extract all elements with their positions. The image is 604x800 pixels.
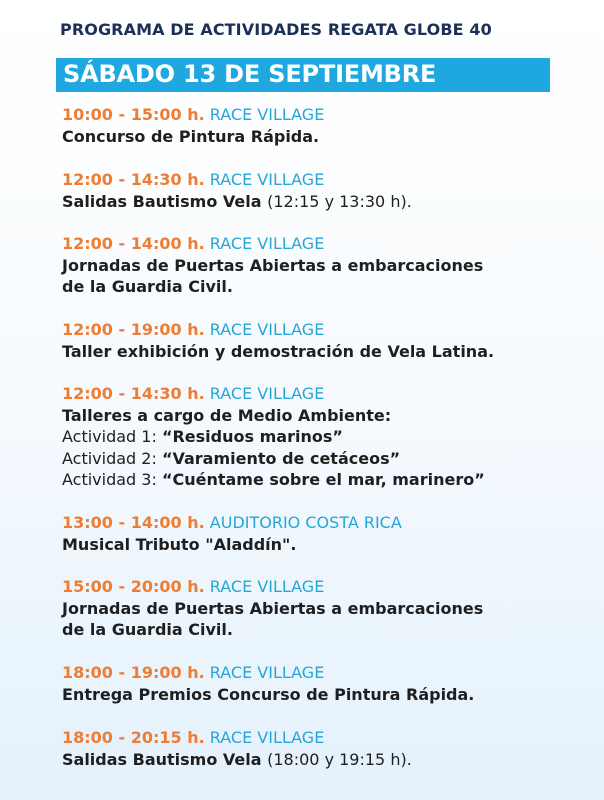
- activity-label: Actividad 2:: [62, 448, 157, 468]
- event-time: 10:00 - 15:00 h.: [62, 105, 205, 124]
- activity-name: “Residuos marinos”: [161, 427, 343, 446]
- event-place: RACE VILLAGE: [209, 663, 325, 682]
- event-item: [62, 727, 412, 770]
- event-header: [62, 383, 485, 405]
- event-place: RACE VILLAGE: [209, 234, 325, 253]
- event-time: 12:00 - 14:30 h.: [62, 384, 205, 403]
- event-description: Concurso de Pintura Rápida.: [62, 126, 320, 146]
- event-header: [62, 233, 483, 255]
- page-title: PROGRAMA DE ACTIVIDADES REGATA GLOBE 40: [60, 20, 492, 39]
- event-place: RACE VILLAGE: [209, 105, 325, 124]
- event-item: [62, 169, 412, 212]
- event-time: 12:00 - 19:00 h.: [62, 320, 205, 339]
- event-header: [62, 512, 402, 534]
- event-description: de la Guardia Civil.: [62, 620, 233, 639]
- event-time: 18:00 - 19:00 h.: [62, 663, 205, 682]
- event-note: (12:15 y 13:30 h).: [267, 191, 412, 211]
- event-header: [62, 104, 324, 126]
- activity-line: [62, 469, 485, 491]
- event-time: 12:00 - 14:30 h.: [62, 170, 205, 189]
- event-description: Taller exhibición y demostración de Vela Latina.: [62, 341, 495, 361]
- event-description: de la Guardia Civil.: [62, 277, 233, 296]
- event-place: RACE VILLAGE: [209, 577, 325, 596]
- event-time: 13:00 - 14:00 h.: [62, 513, 205, 532]
- activity-label: Actividad 1:: [62, 427, 157, 446]
- event-time: 18:00 - 20:15 h.: [62, 728, 205, 747]
- event-item: [62, 576, 483, 641]
- activity-line: [62, 448, 485, 470]
- event-place: RACE VILLAGE: [209, 170, 325, 189]
- event-header: [62, 576, 483, 598]
- event-title: Salidas Bautismo Vela: [62, 191, 262, 211]
- activity-line: [62, 426, 485, 448]
- event-description: [62, 191, 412, 213]
- event-description: [62, 749, 412, 771]
- event-item: [62, 104, 324, 147]
- event-header: [62, 319, 494, 341]
- event-item: [62, 383, 485, 491]
- day-banner: [56, 58, 550, 92]
- event-header: [62, 727, 412, 749]
- activity-name: “Cuéntame sobre el mar, marinero”: [161, 470, 485, 489]
- activity-label: Actividad 3:: [62, 470, 157, 489]
- activity-name: “Varamiento de cetáceos”: [161, 448, 401, 468]
- event-place: AUDITORIO COSTA RICA: [209, 513, 402, 532]
- event-item: [62, 319, 494, 362]
- event-place: RACE VILLAGE: [209, 384, 325, 403]
- day-banner-label: SÁBADO 13 DE SEPTIEMBRE: [63, 60, 437, 88]
- event-time: 12:00 - 14:00 h.: [62, 234, 205, 253]
- event-description: Jornadas de Puertas Abiertas a embarcaciones: [62, 598, 484, 618]
- event-description: Musical Tributo "Aladdín".: [62, 534, 297, 554]
- event-title: Salidas Bautismo Vela: [62, 749, 262, 769]
- event-item: [62, 662, 474, 705]
- event-header: [62, 662, 474, 684]
- event-description: Jornadas de Puertas Abiertas a embarcaciones: [62, 255, 484, 275]
- event-note: (18:00 y 19:15 h).: [267, 749, 412, 769]
- event-item: [62, 512, 402, 555]
- event-description: Entrega Premios Concurso de Pintura Rápida.: [62, 684, 475, 704]
- event-time: 15:00 - 20:00 h.: [62, 577, 205, 596]
- event-header: [62, 169, 412, 191]
- event-description: Talleres a cargo de Medio Ambiente:: [62, 405, 392, 425]
- event-item: [62, 233, 483, 298]
- event-place: RACE VILLAGE: [209, 728, 325, 747]
- event-place: RACE VILLAGE: [209, 320, 325, 339]
